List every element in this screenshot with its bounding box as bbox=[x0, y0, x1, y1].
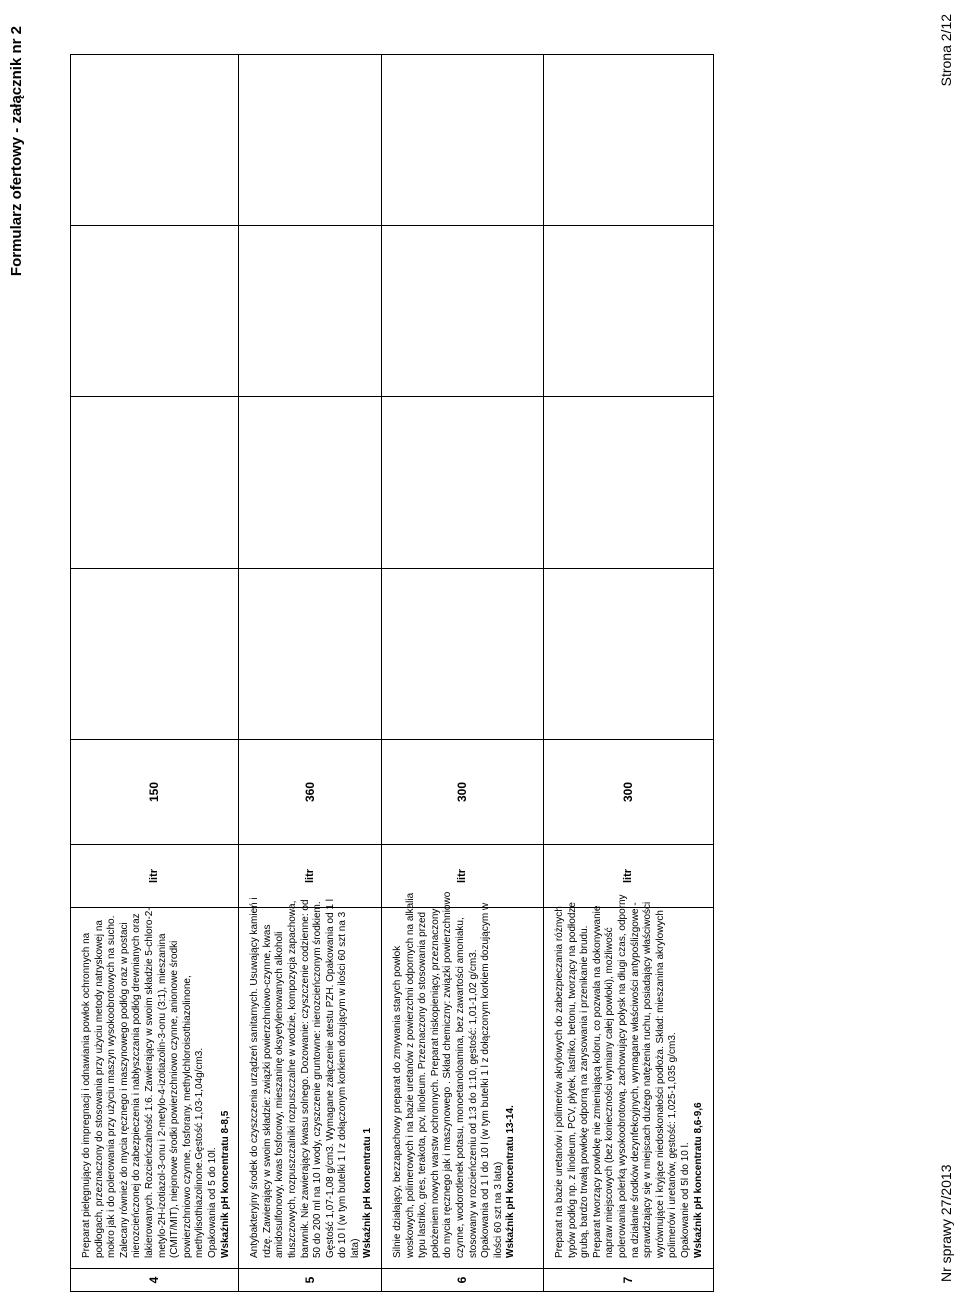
quantity: 360 bbox=[239, 740, 382, 845]
description-line: rdzę. Zawierający w swoim składzie: związki powierzchniowo-czynne, kwas bbox=[261, 924, 273, 1258]
description-line: powierzchniowo czynne, fosforany, methylchloroisothiazolinone, bbox=[181, 975, 193, 1258]
row-number: 6 bbox=[382, 1269, 544, 1292]
description-line: polimerów i uretanów, gęstość: 1,025-1,035 g/cm3. bbox=[667, 1032, 679, 1258]
description-line: lakierowanych. Rozcieńczalność 1:6. Zawierający w swoim składzie 5-chloro-2- bbox=[143, 907, 155, 1258]
description-line: napraw miejscowych (bez konieczności wymiany całej powłoki), możliwość bbox=[604, 927, 616, 1258]
description-line: na działanie środków dezynfekcyjnych, wymagane właściwości antypoślizgowe - bbox=[629, 902, 641, 1258]
description-line: Preparat pielęgnujący do impregnacji i odnawiania powłok ochronnych na bbox=[81, 932, 92, 1258]
empty-cell bbox=[71, 568, 239, 739]
description-line: czynne, wodorotlenek potasu, monoetanoloamina, bez zawartości amoniaku, bbox=[455, 917, 467, 1258]
description-line: mokro jak i do polerowania przy użyciu maszyn wysokoobrotowych na sucho. bbox=[106, 915, 118, 1258]
description-line: stosowany w rozcieńczeniu od 1:3 do 1:10, gęstość: 1,01-1,02 g/cm3. bbox=[467, 949, 479, 1258]
description-line: Opakowania od 5 do 10l. bbox=[206, 1147, 218, 1258]
description-line: Gęstość 1,07-1,08 g/cm3. Wymagane załączenie atestu PZH. Opakowania od 1 l bbox=[324, 899, 336, 1258]
ph-indicator: Wskaźnik pH koncentratu 8-8,5 bbox=[219, 1110, 231, 1258]
unit-of-measure: litr bbox=[239, 845, 382, 908]
description-line: typów podłóg np. z linoleum, PCV, płytek, lastriko, betonu, tworzący na podłodze bbox=[566, 902, 578, 1258]
description-line: grubą, bardzo trwałą powłokę odporną na zarysowania i przenikanie brudu. bbox=[579, 925, 591, 1258]
unit-of-measure: litr bbox=[382, 845, 544, 908]
row-number: 4 bbox=[71, 1269, 239, 1292]
description-line: Opakowanie od 5l do 10 l. bbox=[680, 1142, 691, 1258]
specification-table bbox=[70, 54, 714, 1292]
empty-cell bbox=[382, 568, 544, 739]
empty-cell bbox=[239, 568, 382, 739]
table-row bbox=[239, 55, 382, 1292]
description-line: tłuszczowych, rozpuszczalniki rozpuszczalne w wodzie, kompozycja zapachowa, bbox=[286, 900, 298, 1258]
empty-cell bbox=[239, 397, 382, 568]
empty-cell bbox=[71, 226, 239, 397]
description-line: Preparat tworzący powłokę nie zmieniającą koloru, co pozwala na dokonywanie bbox=[591, 905, 603, 1258]
description-line: sprawdzający się w miejscach dużego natężenia ruchu, posiadający właściwości bbox=[642, 901, 654, 1258]
empty-cell bbox=[382, 397, 544, 568]
empty-cell bbox=[544, 55, 714, 226]
empty-cell bbox=[71, 55, 239, 226]
unit-of-measure: litr bbox=[71, 845, 239, 908]
description-line: lata) bbox=[349, 1238, 361, 1258]
empty-cell bbox=[382, 226, 544, 397]
empty-cell bbox=[239, 226, 382, 397]
ph-indicator: Wskaźnik pH koncentratu 13-14. bbox=[505, 1105, 517, 1258]
table-row bbox=[382, 55, 544, 1292]
empty-cell bbox=[544, 397, 714, 568]
description-line: położeniem nowych warstw ochronnych. Preparat niskopieniący, przeznaczony bbox=[429, 908, 441, 1258]
ph-indicator: Wskaźnik pH koncentratu 1 bbox=[362, 1127, 374, 1258]
quantity: 150 bbox=[71, 740, 239, 845]
quantity: 300 bbox=[544, 740, 714, 845]
empty-cell bbox=[544, 226, 714, 397]
footer-case-number: Nr sprawy 27/2013 bbox=[938, 1164, 954, 1282]
empty-cell bbox=[239, 55, 382, 226]
description-line: typu lastriko, gres, terakota, pcv, linoleum. Przeznaczony do stosowania przed bbox=[417, 911, 429, 1258]
product-description bbox=[544, 894, 714, 1269]
unit-of-measure: litr bbox=[544, 845, 714, 908]
description-line: ilości 60 szt na 3 lata) bbox=[492, 1161, 504, 1258]
product-description bbox=[239, 897, 382, 1269]
description-line: Zalecany również do mycia ręcznego i maszynowego podłóg oraz w postaci bbox=[118, 922, 130, 1258]
description-line: podłogach, przeznaczony do stosowania przy użyciu metody natryskowej na bbox=[93, 920, 105, 1258]
product-description bbox=[71, 908, 239, 1269]
description-line: polerowania polerką wysokoobrotową, zachowujący połysk na długi czas, odporny bbox=[617, 894, 629, 1258]
description-line: Silnie działający, bezzapachowy preparat do zmywania starych powłok bbox=[392, 945, 404, 1258]
table-row bbox=[71, 55, 239, 1292]
empty-cell bbox=[71, 397, 239, 568]
description-line: do mycia ręcznego jak i maszynowego . Skład chemiczny: związki powierzchniowo bbox=[442, 891, 454, 1258]
description-line: 50 do 200 ml na 10 l wody, czyszczenie gruntowne: nierozcieńczonym środkiem. bbox=[312, 901, 324, 1258]
table-row bbox=[544, 55, 714, 1292]
description-line: nierozcieńczonej do zabezpieczenia i nabłyszczania podłóg drewnianych oraz bbox=[131, 913, 143, 1258]
description-line: barwnik. Nie zawierający kwasu solnego. Dozowanie: czyszczenie codzienne: od bbox=[299, 899, 311, 1258]
description-line: wyrównujące i kryjące niedoskonałości podłoża. Skład: mieszanina akrylowych bbox=[654, 910, 666, 1258]
description-line: (CMIT/MIT), niejonowe środki powierzchniowo czynne, anionowe środki bbox=[169, 940, 181, 1258]
description-line: metylo-2H-izotiazol-3-onu i 2-metylo-4-izotiazolin-3-onu (3:1), mieszanina bbox=[156, 933, 168, 1258]
description-line: methylisothiazolinone.Gęstość 1,03-1,04g/cm3. bbox=[194, 1047, 206, 1258]
ph-indicator: Wskaźnik pH koncentratu 8,6-9,6 bbox=[692, 1102, 704, 1258]
description-line: Preparat na bazie uretanów i polimerów akrylowych do zabezpieczania różnych bbox=[554, 906, 566, 1258]
product-description bbox=[382, 891, 544, 1269]
description-line: woskowych, polimerowych i na bazie uretanów z powierzchni odpornych na alkalia bbox=[404, 892, 416, 1258]
empty-cell bbox=[382, 55, 544, 226]
empty-cell bbox=[544, 568, 714, 739]
description-line: Opakowania od 1 l do 10 l (w tym butelki 1 l z dołączonym korkiem dozującym w bbox=[480, 902, 492, 1258]
description-line: amidosulfonowy, kwas fosforowy, mieszaninę oksyetylenowanych alkoholi bbox=[274, 931, 286, 1258]
description-line: do 10 l (w tym butelki 1 l z dołączonym korkiem dozującym w ilości 60 szt na 3 bbox=[337, 911, 349, 1258]
row-number: 7 bbox=[544, 1269, 714, 1292]
description-line: Antybakteryjny środek do czyszczenia urządzeń sanitarnych. Usuwający kamień i bbox=[249, 897, 261, 1258]
quantity: 300 bbox=[382, 740, 544, 845]
header-form-title: Formularz ofertowy - załącznik nr 2 bbox=[8, 26, 25, 277]
row-number: 5 bbox=[239, 1269, 382, 1292]
footer-page-number: Strona 2/12 bbox=[938, 14, 954, 87]
